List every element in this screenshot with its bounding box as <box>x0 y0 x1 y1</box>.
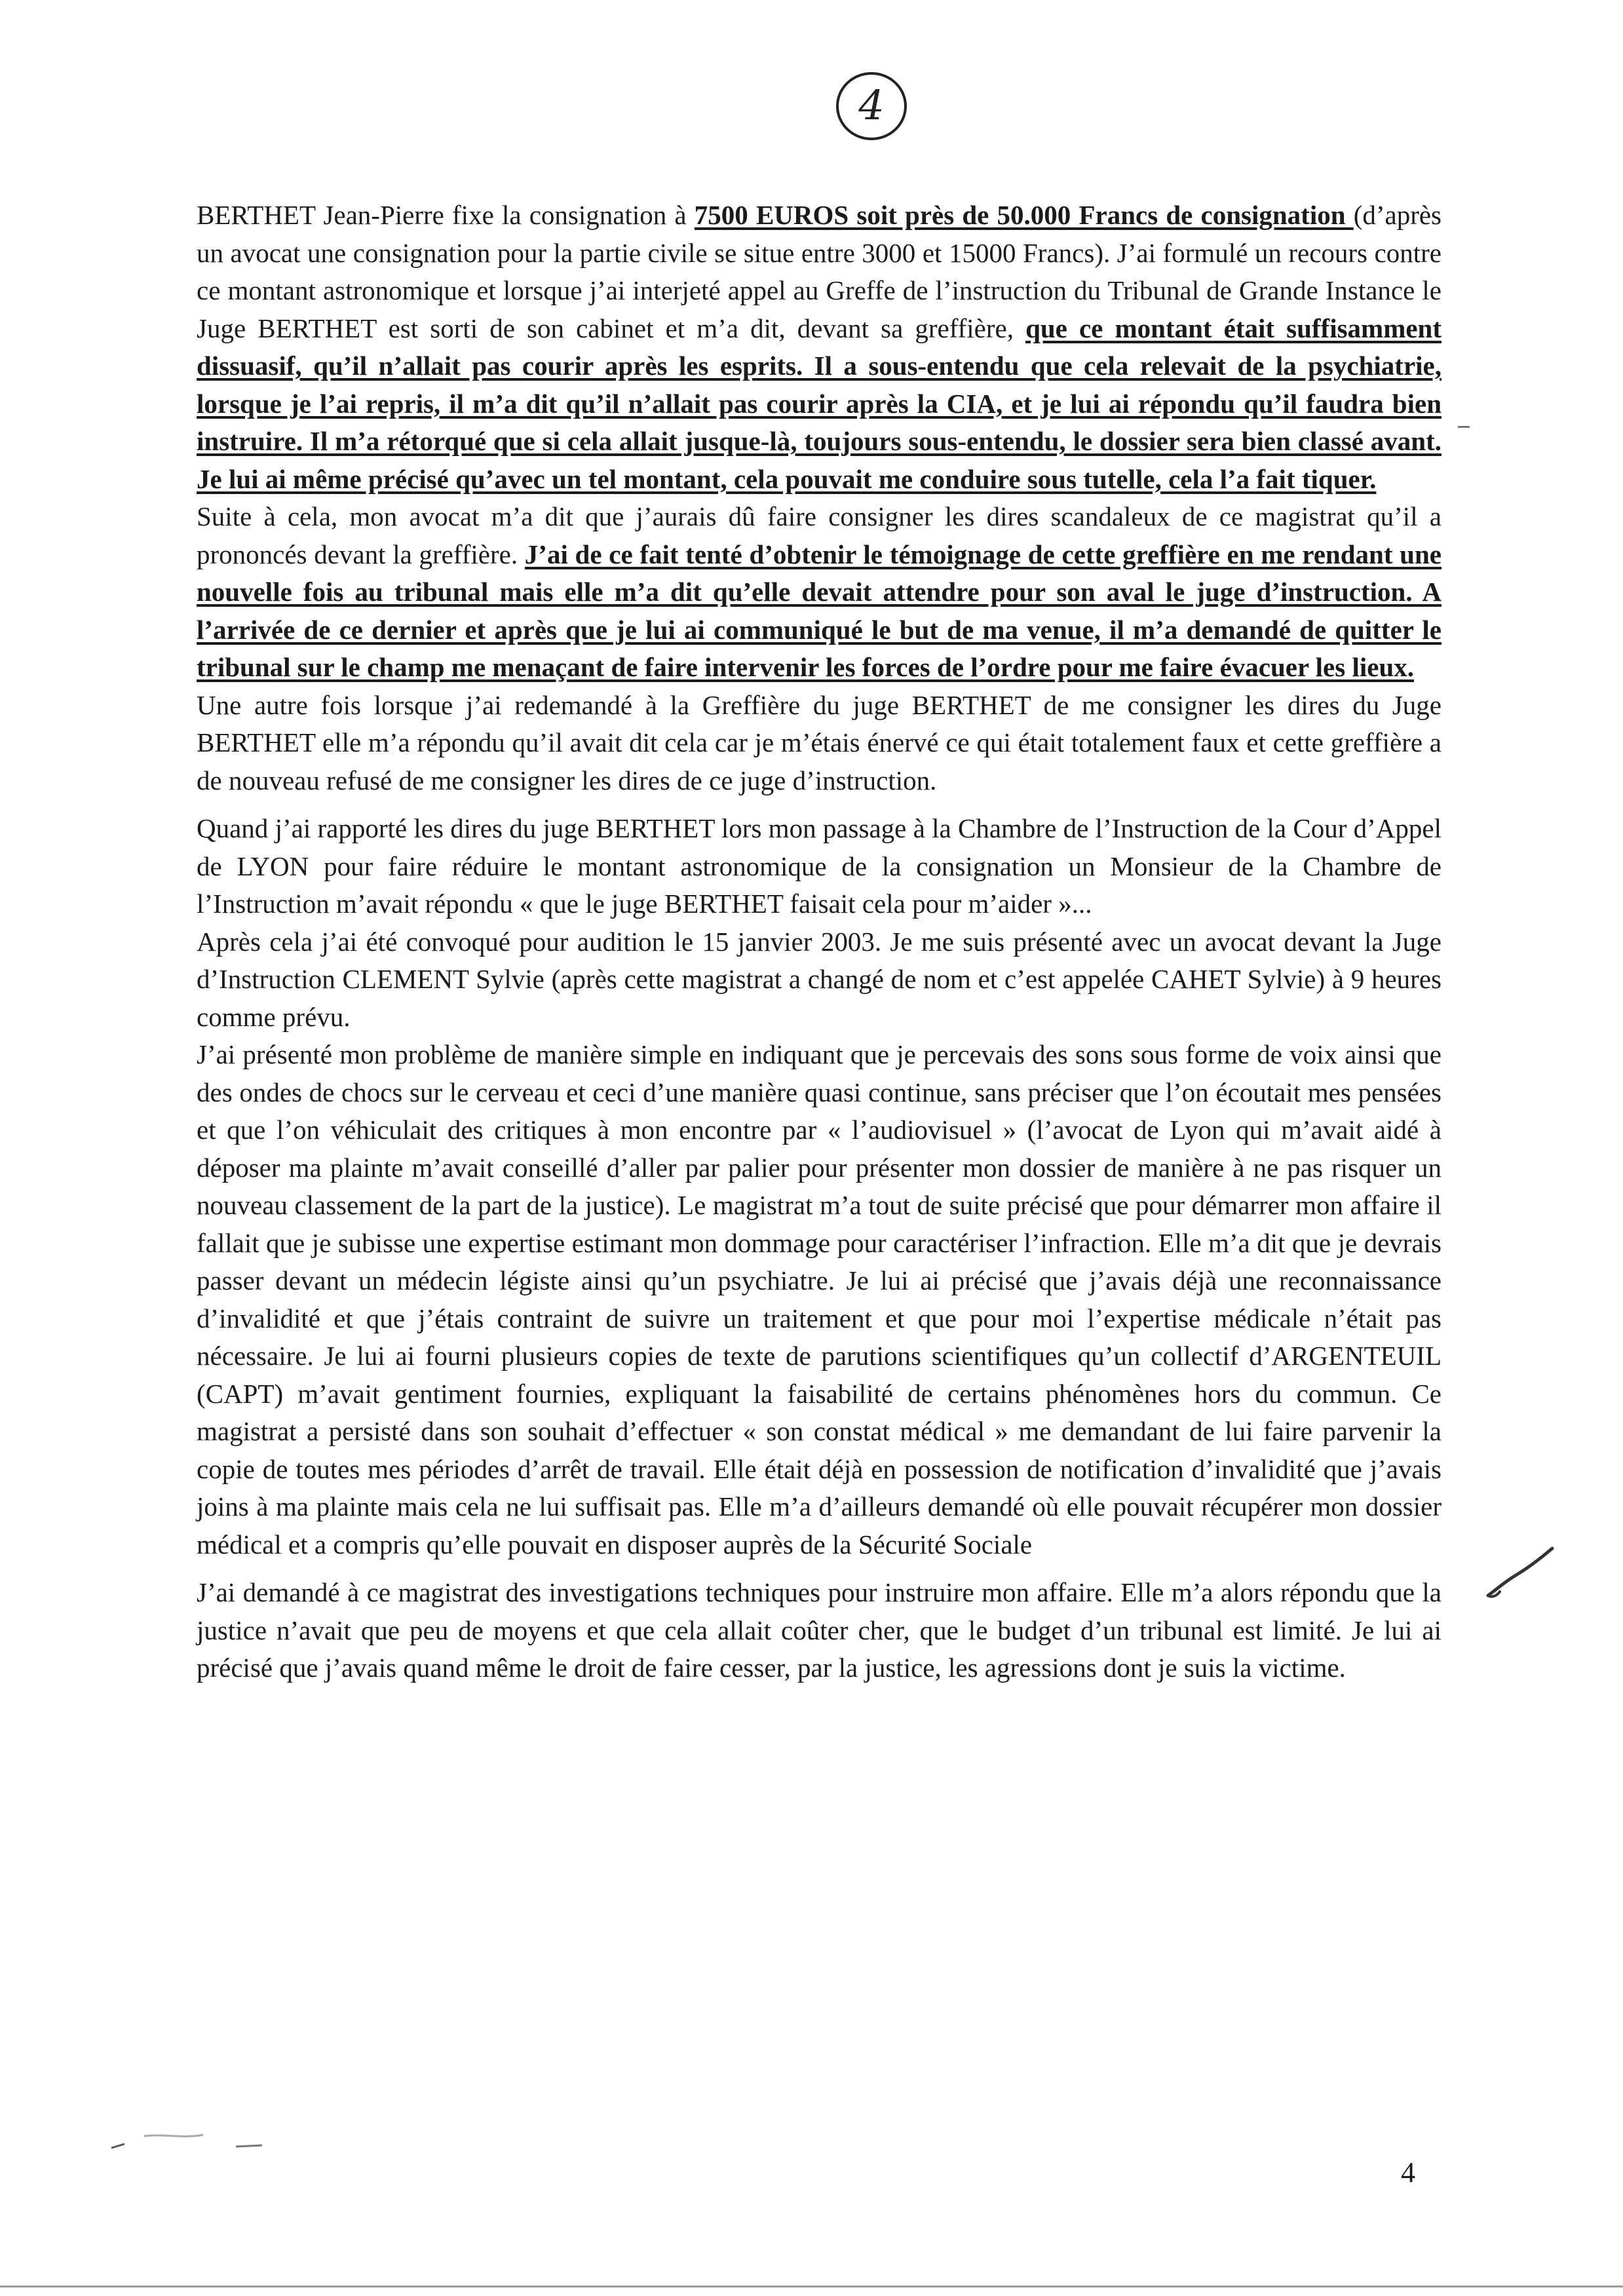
body-text: J’ai demandé à ce magistrat des investigations techniques pour instruire mon affaire. Elle m’a alors répondu que la justice n’avait que peu de moyens et que cela allait coûter cher, que le budget d’un tribunal est limité. Je lui ai précisé que j’avais quand même le droit de faire cesser, par la justice, les agressions dont je suis la victime. <box>197 1577 1442 1683</box>
circled-page-number-mark <box>832 66 911 144</box>
page-number: 4 <box>1401 2156 1415 2189</box>
body-text: (d’après un avocat une consignation pour la partie civile se situe entre 3000 et 15000 Francs). J’ai formulé un recours contre ce montant astronomique et lorsque j’ai interjeté appel au Greffe de l’instruction du Tribunal de Grande Instance le Juge BERTHET est sorti de son cabinet et m’a dit, devant sa greffière, <box>197 200 1442 343</box>
scan-edge-line <box>0 2286 1623 2287</box>
emphasized-text: que ce montant était suffisamment dissuasif, qu’il n’allait pas courir après les esprits. Il a sous-entendu que cela relevait de la psychiatrie, lorsque je l’ai repris, il m’a dit qu’il n’allait pas courir après la CIA, et je lui ai répondu qu’il faudra bien instruire. Il m’a rétorqué que si cela allait jusque-là, toujours sous-entendu, le dossier sera bien classé avant. Je lui ai même précisé qu’avec un tel montant, cela pouvait me conduire sous tutelle, cela l’a fait tiquer. <box>197 313 1442 494</box>
circled-number: 4 <box>858 81 885 129</box>
body-text: BERTHET Jean-Pierre fixe la consignation à <box>197 200 695 230</box>
margin-pen-stroke <box>1484 1543 1556 1602</box>
paragraph <box>197 810 1442 923</box>
margin-tick <box>1458 426 1470 428</box>
body-text: Une autre fois lorsque j’ai redemandé à la Greffière du juge BERTHET de me consigner les dires du Juge BERTHET elle m’a répondu qu’il avait dit cela car je m’étais énervé ce qui était totalement faux et cette greffière a de nouveau refusé de me consigner les dires de ce juge d’instruction. <box>197 689 1442 795</box>
body-text: Quand j’ai rapporté les dires du juge BERTHET lors mon passage à la Chambre de l’Instruction de la Cour d’Appel de LYON pour faire réduire le montant astronomique de la consignation un Monsieur de la Chambre de l’Instruction m’avait répondu « que le juge BERTHET faisait cela pour m’aider »... <box>197 813 1442 919</box>
body-text: Après cela j’ai été convoqué pour audition le 15 janvier 2003. Je me suis présenté avec un avocat devant la Juge d’Instruction CLEMENT Sylvie (après cette magistrat a changé de nom et c’est appelée CAHET Sylvie) à 9 heures comme prévu. <box>197 926 1442 1032</box>
scan-smudge <box>105 2110 288 2156</box>
paragraph <box>197 687 1442 800</box>
paragraph <box>197 498 1442 687</box>
emphasized-text: J’ai de ce fait tenté d’obtenir le témoignage de cette greffière en me rendant une nouvelle fois au tribunal mais elle m’a dit qu’elle devait attendre pour son aval le juge d’instruction. A l’arrivée de ce dernier et après que je lui ai communiqué le but de ma venue, il m’a demandé de quitter le tribunal sur le champ me menaçant de faire intervenir les forces de l’ordre pour me faire évacuer les lieux. <box>197 539 1442 682</box>
emphasized-text: 7500 EUROS soit près de 50.000 Francs de consignation <box>694 200 1354 230</box>
body-text: Suite à cela, mon avocat m’a dit que j’aurais dû faire consigner les dires scandaleux de ce magistrat qu’il a prononcés devant la greffière. <box>197 501 1442 569</box>
paragraph <box>197 1574 1442 1687</box>
paragraph <box>197 197 1442 498</box>
body-text: J’ai présenté mon problème de manière simple en indiquant que je percevais des sons sous forme de voix ainsi que des ondes de chocs sur le cerveau et ceci d’une manière quasi continue, sans préciser que l’on écoutait mes pensées et que l’on véhiculait des critiques à mon encontre par « l’audiovisuel » (l’avocat de Lyon qui m’avait aidé à déposer ma plainte m’avait conseillé d’aller par palier pour présenter mon dossier de manière à ne pas risquer un nouveau classement de la part de la justice). Le magistrat m’a tout de suite précisé que pour démarrer mon affaire il fallait que je subisse une expertise estimant mon dommage pour caractériser l’infraction. Elle m’a dit que je devrais passer devant un médecin légiste ainsi qu’un psychiatre. Je lui ai précisé que j’avais déjà une reconnaissance d’invalidité et que j’étais contraint de suivre un traitement et que pour moi l’expertise médicale n’était pas nécessaire. Je lui ai fourni plusieurs copies de texte de parutions scientifiques qu’un collectif d’ARGENTEUIL (CAPT) m’avait gentiment fournies, expliquant la faisabilité de certains phénomènes hors du commun. Ce magistrat a persisté dans son souhait d’effectuer « son constat médical » me demandant de lui faire parvenir la copie de toutes mes périodes d’arrêt de travail. Elle était déjà en possession de notification d’invalidité que j’avais joins à ma plainte mais cela ne lui suffisait pas. Elle m’a d’ailleurs demandé où elle pouvait récupérer mon dossier médical et a compris qu’elle pouvait en disposer auprès de la Sécurité Sociale <box>197 1039 1442 1559</box>
paragraph <box>197 923 1442 1037</box>
paragraph <box>197 1036 1442 1563</box>
document-body <box>197 197 1442 1687</box>
